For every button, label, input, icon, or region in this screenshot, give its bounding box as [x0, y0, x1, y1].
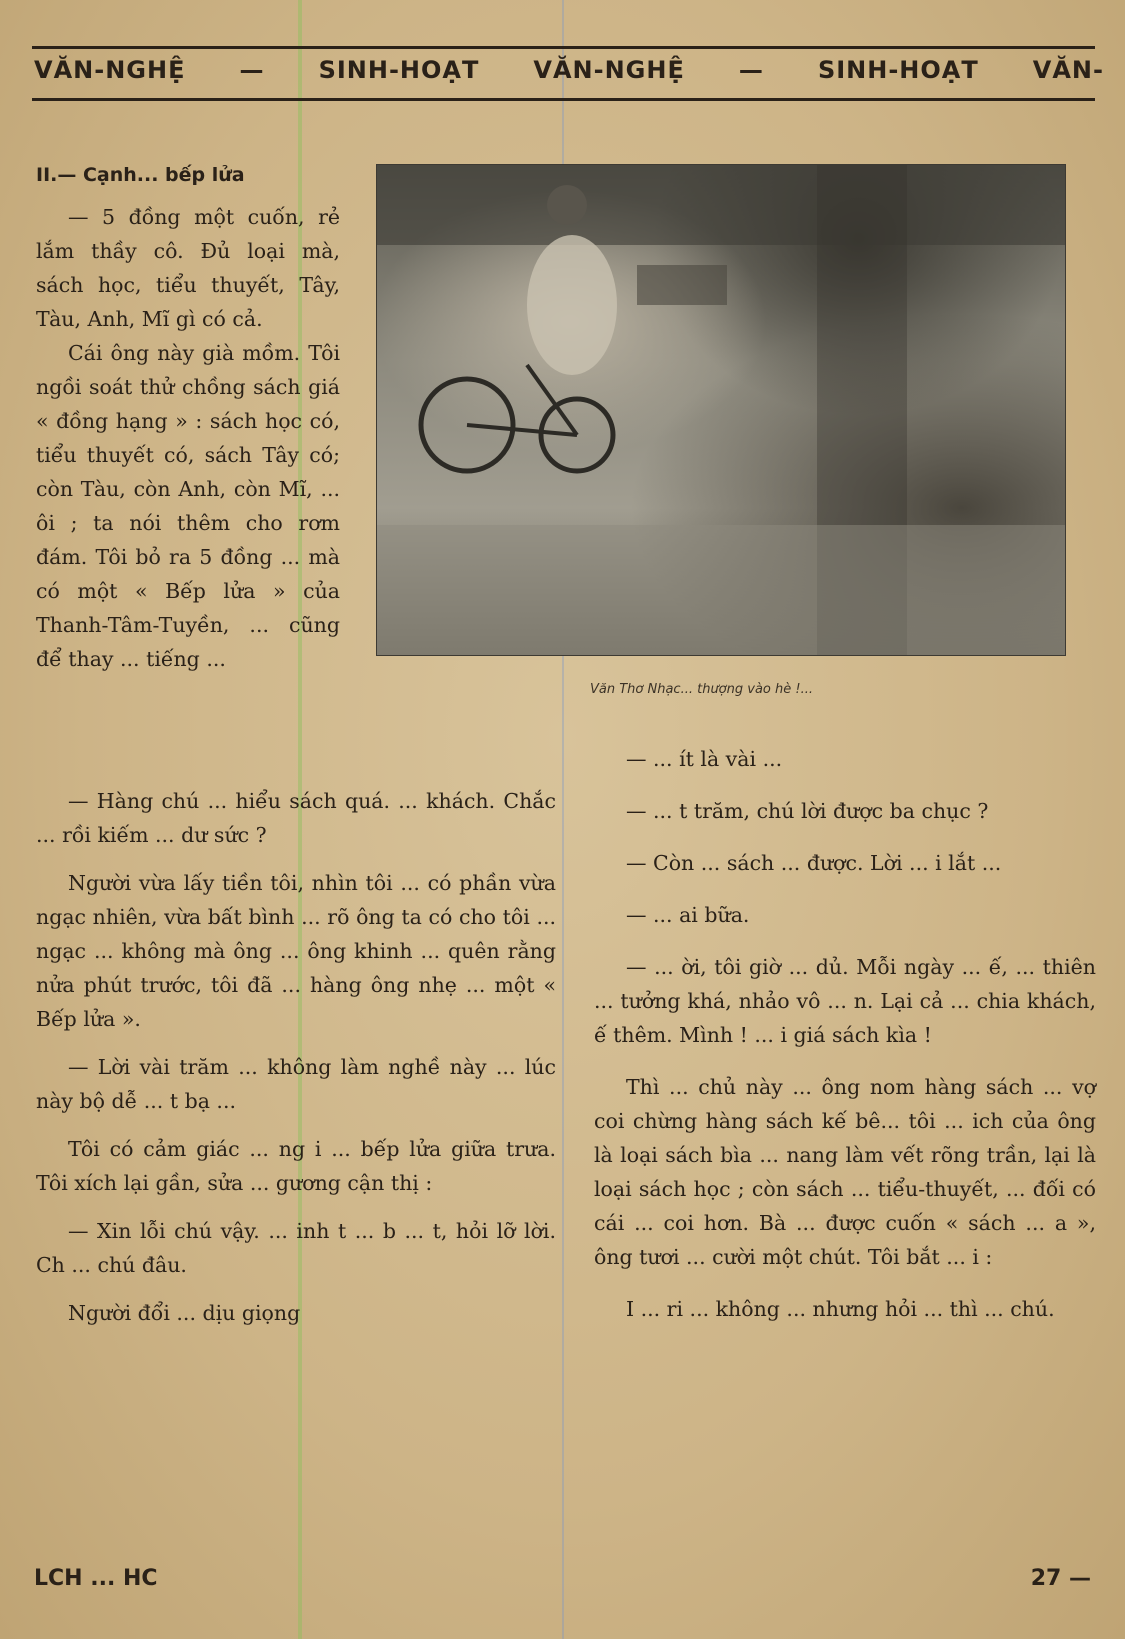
paragraph: Người đổi ... dịu giọng [68, 1301, 301, 1325]
header-item: SINH-HOẠT [318, 56, 480, 84]
header-rule-top [32, 46, 1095, 49]
paragraph: Tôi có cảm giác ... ng i ... bếp lửa giữa trưa. Tôi xích lại gần, sửa ... gương cận thị : [36, 1137, 556, 1195]
page-number: 27 — [1030, 1566, 1091, 1591]
right-column [594, 742, 1096, 1344]
footer-left: LCH ... HC [34, 1566, 158, 1591]
paragraph: — ... ời, tôi giờ ... dủ. Mỗi ngày ... ế, ... thiên ... tưởng khá, nhảo vô ... n. Lại cả ... chia khách, ế thêm. Mình ! ... i giá sách kìa ! [594, 955, 1096, 1047]
paragraph: — Còn ... sách ... được. Lời ... i lắt ... [626, 851, 1002, 875]
paragraph: I ... ri ... không ... nhưng hỏi ... thì ... chú. [626, 1297, 1055, 1321]
photo-caption: Văn Thơ Nhạc... thượng vào hè !... [590, 682, 813, 697]
paragraph: Thì ... chủ này ... ông nom hàng sách ... vợ coi chừng hàng sách kế bê... tôi ... ich của ông là loại sách bìa ... nang làm vết rõng trần, lại là loại sách học ; còn sách ... tiểu-thuyết, ... đối có cái ... coi hơn. Bà ... được cuốn « sách ... a », ông tươi ... cười một chút. Tôi bắt ... i : [594, 1075, 1096, 1269]
header-item: VĂN-NGHỆ [34, 56, 186, 84]
paragraph: — Lời vài trăm ... không làm nghề này ... lúc này bộ dễ ... t bạ ... [36, 1055, 556, 1113]
paragraph: Cái ông này già mồm. Tôi ngồi soát thử chồng sách giá « đồng hạng » : sách học có, tiểu thuyết có, sách Tây có; còn Tàu, còn Anh, còn Mĩ, ... ôi ; ta nói thêm cho rơm đám. Tôi bỏ ra 5 đồng ... mà có một « Bếp lửa » của Thanh-Tâm-Tuyền, ... cũng để thay ... tiếng ... [36, 341, 340, 671]
paragraph: — Hàng chú ... hiểu sách quá. ... khách. Chắc ... rồi kiếm ... dư sức ? [36, 789, 556, 847]
header-item: SINH-HOẠT [817, 56, 979, 84]
section-heading: II.— Cạnh... bếp lửa [36, 164, 245, 186]
header-rule-bottom [32, 98, 1095, 101]
paragraph: — ... ít là vài ... [626, 747, 783, 771]
header-item: — [738, 56, 764, 84]
paragraph: — Xin lỗi chú vậy. ... inh t ... b ... t, hỏi lỡ lời. Ch ... chú đâu. [36, 1219, 556, 1277]
header-item: — [239, 56, 265, 84]
paragraph: — ... t trăm, chú lời được ba chục ? [626, 799, 989, 823]
paragraph: — ... ai bữa. [626, 903, 750, 927]
header-item: VĂN-NGHỆ [533, 56, 685, 84]
street-bookstall-photo [376, 164, 1066, 656]
paragraph: Người vừa lấy tiền tôi, nhìn tôi ... có phần vừa ngạc nhiên, vừa bất bình ... rõ ông ta có cho tôi ... ngạc ... không mà ông ... ông khinh ... quên rằng nửa phút trước, tôi đã ... hàng ông nhẹ ... một « Bếp lửa ». [36, 871, 556, 1031]
header-item: VĂN- [1032, 56, 1104, 84]
page-footer [34, 1566, 1091, 1591]
lower-left-column [36, 784, 556, 1344]
running-header [34, 56, 1104, 84]
left-column [36, 158, 340, 676]
paragraph: — 5 đồng một cuốn, rẻ lắm thầy cô. Đủ loại mà, sách học, tiểu thuyết, Tây, Tàu, Anh, Mĩ gì có cả. [36, 205, 340, 331]
